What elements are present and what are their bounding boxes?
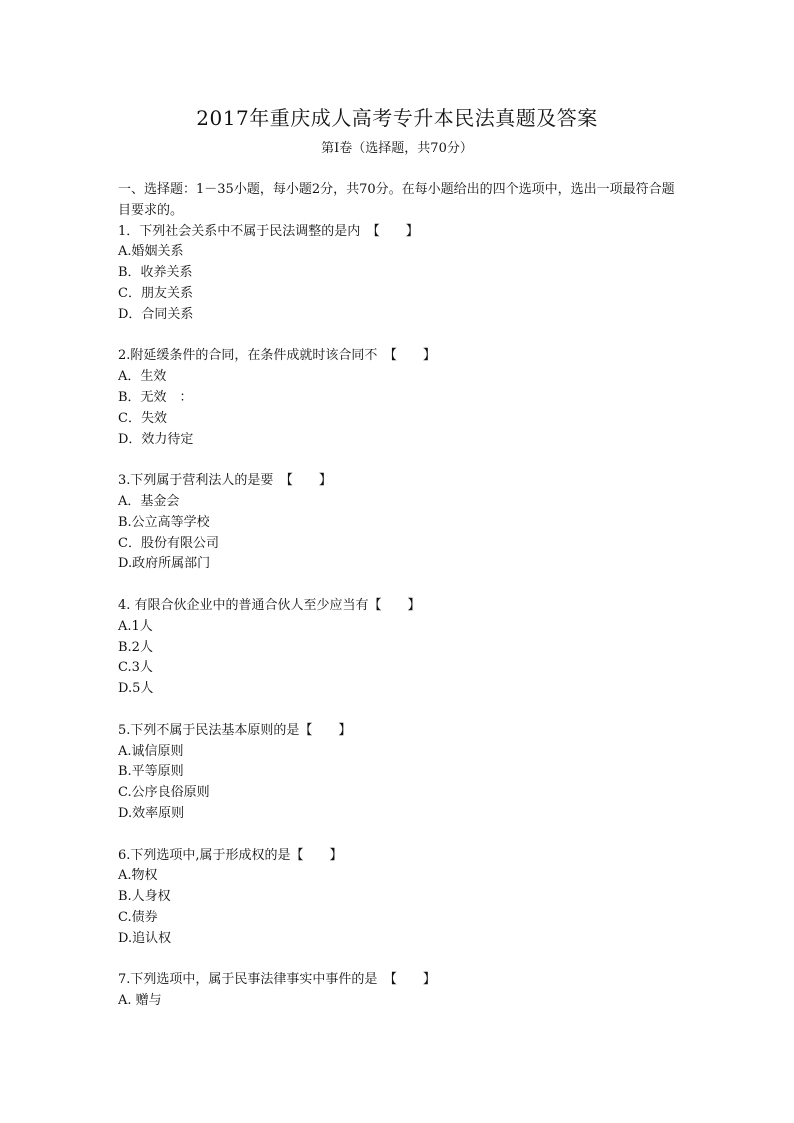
option-d: D.追认权 — [118, 930, 172, 946]
option-c: C.公序良俗原则 — [118, 785, 210, 801]
option-b: B.人身权 — [118, 889, 171, 905]
question-stem: 4. 有限合伙企业中的普通合伙人至少应当有【 】 — [118, 597, 421, 613]
question-stem: 5.下列不属于民法基本原则的是【 】 — [118, 722, 352, 738]
option-c: C．朋友关系 — [118, 285, 193, 301]
option-c: C．股份有限公司 — [118, 535, 219, 551]
option-c: C．失效 — [118, 410, 167, 426]
option-a: A.1人 — [118, 618, 153, 634]
option-a: A. 赠与 — [118, 993, 162, 1009]
option-d: D.效率原则 — [118, 805, 185, 821]
question-3 — [118, 471, 678, 575]
question-stem: 7.下列选项中，属于民事法律事实中事件的是 【 】 — [118, 972, 436, 988]
option-c: C.债券 — [118, 909, 158, 925]
option-a: A.物权 — [118, 868, 158, 884]
question-4 — [118, 596, 678, 700]
option-d: D.5人 — [118, 681, 154, 697]
option-b: B．无效 ： — [118, 389, 193, 405]
document-subtitle: 第Ⅰ卷（选择题，共70分） — [321, 141, 473, 156]
option-a: A．生效 — [118, 369, 167, 385]
document-title: 2017年重庆成人高考专升本民法真题及答案 — [196, 106, 598, 130]
option-a: A．基金会 — [118, 493, 180, 509]
option-d: D．合同关系 — [118, 306, 194, 322]
document-body — [118, 180, 678, 1033]
option-b: B．收养关系 — [118, 265, 193, 281]
option-b: B.平等原则 — [118, 764, 184, 780]
question-1 — [118, 222, 678, 326]
option-a: A.婚姻关系 — [118, 244, 184, 260]
question-stem: 6.下列选项中,属于形成权的是【 】 — [118, 847, 343, 863]
section-intro: 一、选择题：1－35小题，每小题2分，共70分。在每小题给出的四个选项中，选出一项最符合题目要求的。 — [118, 182, 675, 218]
option-b: B.2人 — [118, 639, 153, 655]
question-7 — [118, 970, 678, 1012]
question-2 — [118, 346, 678, 450]
option-a: A.诚信原则 — [118, 743, 184, 759]
question-stem: 2.附延缓条件的合同，在条件成就时该合同不 【 】 — [118, 348, 436, 364]
question-5 — [118, 721, 678, 825]
question-stem: 3.下列属于营利法人的是要 【 】 — [118, 473, 332, 489]
option-d: D.政府所属部门 — [118, 556, 211, 572]
question-6 — [118, 846, 678, 950]
option-c: C.3人 — [118, 660, 153, 676]
option-b: B.公立高等学校 — [118, 514, 210, 530]
option-d: D．效力待定 — [118, 431, 194, 447]
question-stem: 1．下列社会关系中不属于民法调整的是内 【 】 — [118, 223, 419, 239]
